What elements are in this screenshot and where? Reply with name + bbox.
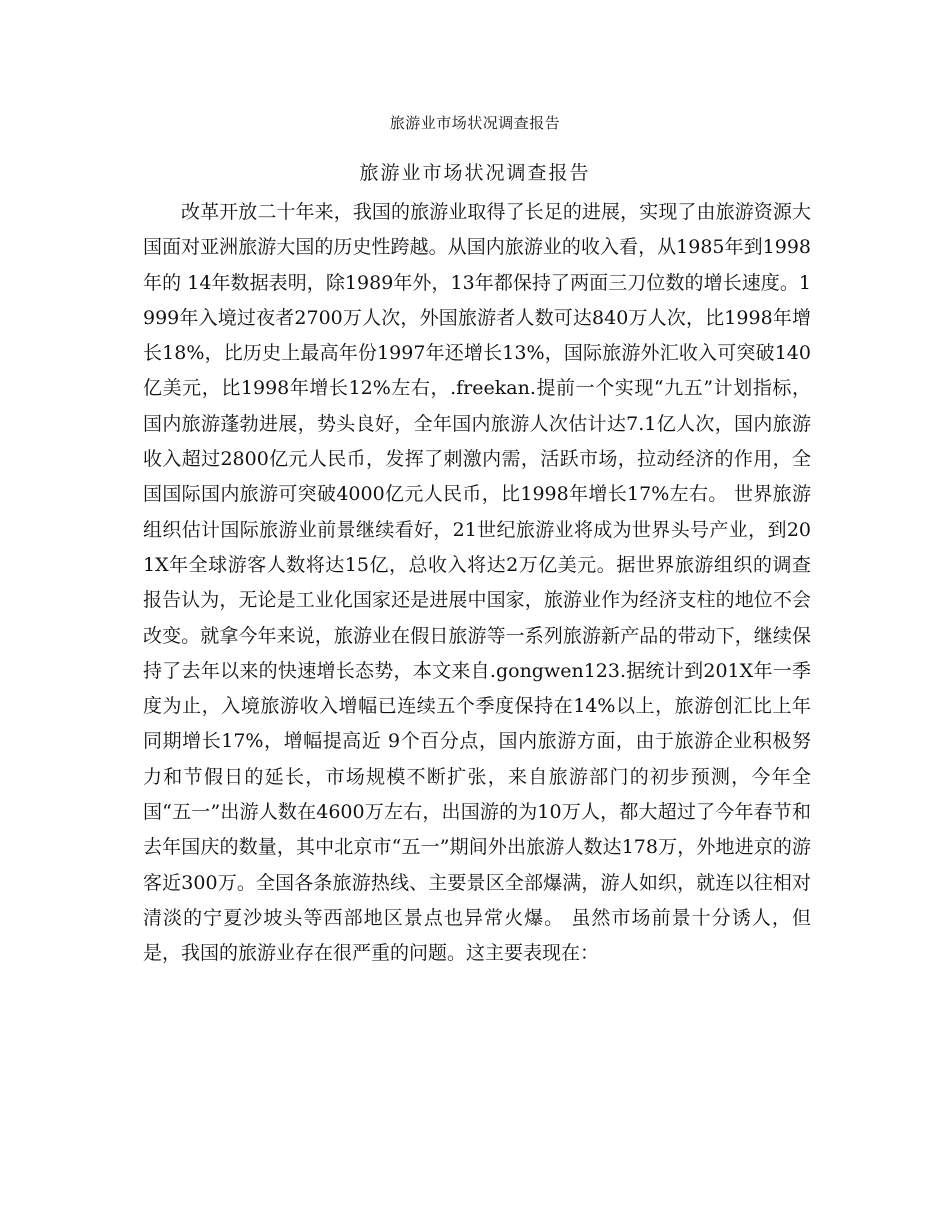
document-title: 旅游业市场状况调查报告 bbox=[359, 162, 591, 184]
running-header: 旅游业市场状况调查报告 bbox=[389, 114, 561, 132]
body-paragraph: 改革开放二十年来，我国的旅游业取得了长足的进展，实现了由旅游资源大国面对亚洲旅游大国的历史性跨越。从国内旅游业的收入看，从1985年到1998年的 14年数据表明，除1989年外，13年都保持了两面三刀位数的增长速度。1999年入境过夜者2700万人次，外国旅游者人数可达840万人次，比1998年增长18%，比历史上最高年份1997年还增长13%，国际旅游外汇收入可突破140亿美元，比1998年增长12%左右，.freekan.提前一个实现“九五”计划指标，国内旅游蓬勃进展，势头良好，全年国内旅游人次估计达7.1亿人次，国内旅游收入超过2800亿元人民币，发挥了刺激内需，活跃市场，拉动经济的作用，全国国际国内旅游可突破4000亿元人民币，比1998年增长17%左右。 世界旅游组织估计国际旅游业前景继续看好，21世纪旅游业将成为世界头号产业，到201X年全球游客人数将达15亿，总收入将达2万亿美元。据世界旅游组织的调查报告认为，无论是工业化国家还是进展中国家，旅游业作为经济支柱的地位不会改变。就拿今年来说，旅游业在假日旅游等一系列旅游新产品的带动下，继续保持了去年以来的快速增长态势，本文来自.gongwen123.据统计到201X年一季度为止，入境旅游收入增幅已连续五个季度保持在14%以上，旅游创汇比上年同期增长17%，增幅提高近 9个百分点，国内旅游方面，由于旅游企业积极努力和节假日的延长，市场规模不断扩张，来自旅游部门的初步预测，今年全国“五一”出游人数在4600万左右，出国游的为10万人，都大超过了今年春节和去年国庆的数量，其中北京市“五一”期间外出旅游人数达178万，外地进京的游客近300万。全国各条旅游热线、主要景区全部爆满，游人如织，就连以往相对清淡的宁夏沙坡头等西部地区景点也异常火爆。 虽然市场前景十分诱人，但是，我国的旅游业存在很严重的问题。这主要表现在： bbox=[143, 201, 811, 965]
